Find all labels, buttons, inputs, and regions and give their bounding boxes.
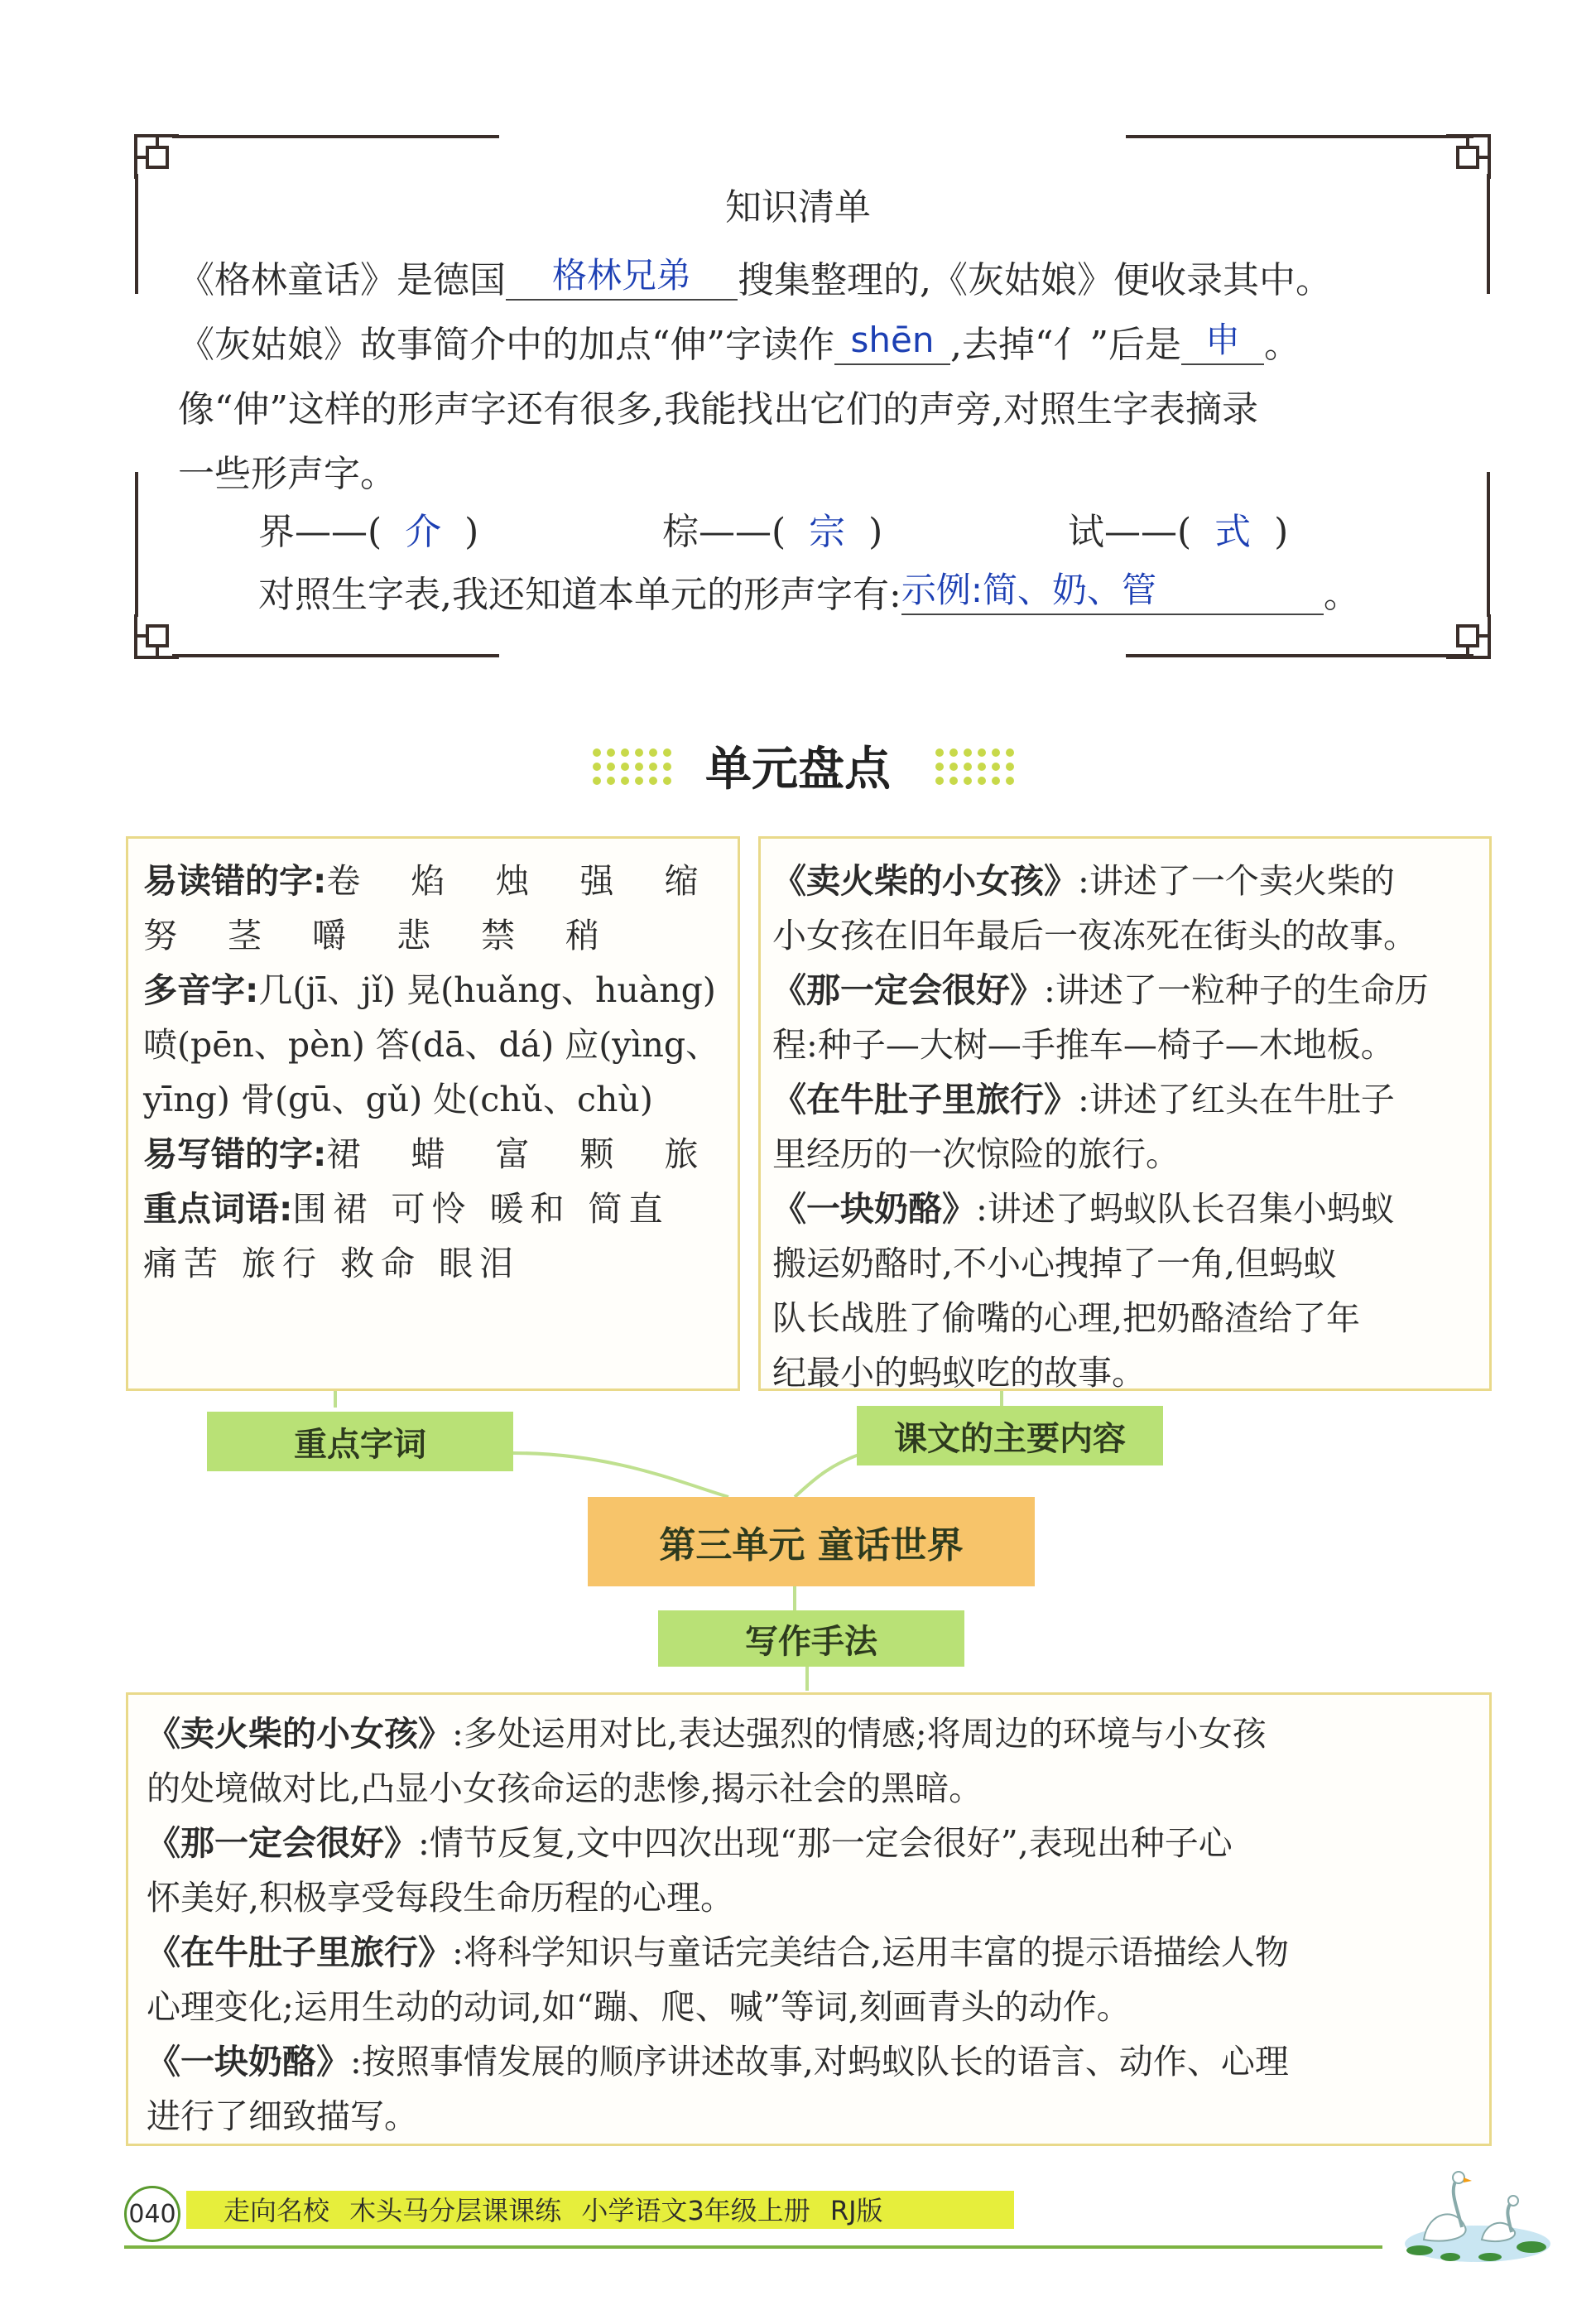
list-item: [147, 1870, 734, 1925]
list-item: [143, 963, 716, 1018]
footer-rule: [124, 2245, 1382, 2249]
answer-blank: 格林兄弟: [506, 253, 738, 301]
swan-pond-illustration-icon: [1391, 2161, 1556, 2269]
list-item: [147, 1925, 1289, 1980]
item-text: :讲述了红头在牛肚子: [1078, 1080, 1395, 1119]
item-text: 卷 焰 烛 强 缩: [326, 861, 719, 901]
paragraph-text: 。: [1323, 574, 1360, 616]
label-key-words: 重点字词: [207, 1412, 513, 1471]
paragraph-text: 《格林童话》是德国: [178, 259, 506, 301]
answer-blank: 申: [1181, 317, 1264, 365]
pair-answer: 式: [1214, 511, 1252, 553]
phonetic-pair: [1068, 500, 1288, 565]
item-text: 小女孩在旧年最后一夜冻死在街头的故事。: [772, 916, 1417, 955]
item-text: 痛苦 旅行 救命 眼泪: [143, 1244, 521, 1283]
list-item: [143, 1127, 719, 1181]
item-text: 努 茎 嚼 悲 禁 稍: [143, 916, 620, 955]
item-label: 《一块奶酪》: [772, 1189, 976, 1229]
dots-decoration-icon: [935, 748, 1014, 785]
corner-ornament-icon: [124, 613, 180, 669]
list-item: [772, 854, 1395, 908]
list-item: [147, 1761, 983, 1816]
list-item: [772, 1236, 1337, 1291]
item-text: 纪最小的蚂蚁吃的故事。: [772, 1353, 1146, 1393]
list-item: [772, 1181, 1395, 1236]
frame-left-bottom-line: [135, 472, 138, 617]
list-item: [772, 908, 1417, 963]
item-label: 多音字:: [143, 970, 259, 1010]
frame-top-left-line: [172, 135, 499, 138]
item-text: 的处境做对比,凸显小女孩命运的悲惨,揭示社会的黑暗。: [147, 1769, 983, 1808]
knowledge-paragraph-4: 一些形声字。: [178, 453, 397, 495]
knowledge-paragraph-3: 像“伸”这样的形声字还有很多,我能找出它们的声旁,对照生字表摘录: [178, 388, 1258, 431]
pair-answer: 介: [405, 511, 442, 553]
pair-close: ): [1274, 511, 1289, 553]
item-text: :多处运用对比,表达强烈的情感;将周边的环境与小女孩: [452, 1714, 1267, 1754]
list-item: [147, 1816, 1233, 1870]
item-label: 《卖火柴的小女孩》: [772, 861, 1078, 901]
corner-ornament-icon: [1445, 613, 1501, 669]
pair-close: ): [868, 511, 883, 553]
item-text: 裙 蜡 富 颗 旅: [326, 1134, 719, 1174]
list-item: [143, 854, 719, 908]
list-item: [147, 1980, 1131, 2034]
phonetic-pair: [662, 500, 882, 565]
knowledge-title: 知识清单: [725, 186, 871, 229]
item-label: 《一块奶酪》: [147, 2042, 350, 2081]
paragraph-text: 对照生字表,我还知道本单元的形声字有:: [258, 574, 901, 616]
corner-ornament-icon: [1445, 124, 1501, 180]
paragraph-text: 《灰姑娘》故事简介中的加点“伸”字读作: [178, 324, 834, 366]
frame-top-right-line: [1126, 135, 1473, 138]
item-label: 重点词语:: [143, 1189, 293, 1229]
item-text: :讲述了一粒种子的生命历: [1044, 970, 1429, 1010]
list-item: [147, 2089, 418, 2144]
paragraph-text: 。: [1263, 324, 1300, 366]
list-item: [143, 1181, 670, 1236]
corner-ornament-icon: [124, 124, 180, 180]
answer-blank: shēn: [834, 317, 950, 365]
item-text: 程:种子—大树—手推车—椅子—木地板。: [772, 1025, 1395, 1065]
item-label: 易读错的字:: [143, 861, 327, 901]
item-label: 《那一定会很好》: [772, 970, 1044, 1010]
pair-char: 棕——(: [662, 511, 786, 553]
list-item: [147, 2034, 1289, 2089]
writing-technique-box: [126, 1692, 1492, 2146]
item-label: 《那一定会很好》: [147, 1823, 418, 1863]
item-text: yīng) 骨(gū、gǔ) 处(chǔ、chù): [143, 1080, 653, 1119]
knowledge-paragraph-5: [258, 563, 1360, 628]
list-item: [772, 1072, 1395, 1127]
item-label: 《卖火柴的小女孩》: [147, 1714, 452, 1754]
frame-bottom-right-line: [1126, 654, 1473, 657]
answer-blank: 示例:简、奶、管: [901, 567, 1324, 615]
list-item: [143, 908, 619, 963]
item-text: 几(jī、jǐ) 晃(huǎng、huàng): [258, 970, 716, 1010]
item-text: :讲述了蚂蚁队长召集小蚂蚁: [976, 1189, 1395, 1229]
phonetic-pair: [258, 500, 478, 565]
pair-char: 试——(: [1068, 511, 1192, 553]
item-label: 《在牛肚子里旅行》: [147, 1932, 452, 1972]
list-item: [147, 1706, 1267, 1761]
item-text: 搬运奶酪时,不小心拽掉了一角,但蚂蚁: [772, 1244, 1338, 1283]
item-text: 里经历的一次惊险的旅行。: [772, 1134, 1180, 1174]
page-number: 040: [124, 2186, 180, 2242]
knowledge-paragraph-1: [178, 248, 1332, 313]
item-text: 进行了细致描写。: [147, 2096, 418, 2136]
label-main-content: 课文的主要内容: [857, 1406, 1163, 1465]
list-item: [143, 1236, 520, 1291]
item-text: :将科学知识与童话完美结合,运用丰富的提示语描绘人物: [452, 1932, 1289, 1972]
main-content-box: [758, 836, 1492, 1391]
key-words-box: [126, 836, 740, 1391]
item-label: 《在牛肚子里旅行》: [772, 1080, 1078, 1119]
paragraph-text: 搜集整理的,《灰姑娘》便收录其中。: [738, 259, 1332, 301]
pair-answer: 宗: [809, 511, 846, 553]
list-item: [772, 963, 1429, 1018]
section-title: 单元盘点: [705, 743, 891, 796]
item-text: 心理变化;运用生动的动词,如“蹦、爬、喊”等词,刻画青头的动作。: [147, 1987, 1131, 2027]
list-item: [772, 1018, 1395, 1072]
item-text: :讲述了一个卖火柴的: [1078, 861, 1395, 901]
label-writing-technique: 写作手法: [658, 1610, 964, 1667]
frame-bottom-left-line: [172, 654, 499, 657]
list-item: [772, 1291, 1360, 1345]
item-label: 易写错的字:: [143, 1134, 327, 1174]
item-text: 队长战胜了偷嘴的心理,把奶酪渣给了年: [772, 1298, 1361, 1338]
list-item: [772, 1127, 1180, 1181]
knowledge-paragraph-2: [178, 313, 1300, 378]
paragraph-text: ,去掉“亻”后是: [950, 324, 1181, 366]
item-text: 怀美好,积极享受每段生命历程的心理。: [147, 1878, 735, 1918]
item-text: :按照事情发展的顺序讲述故事,对蚂蚁队长的语言、动作、心理: [350, 2042, 1289, 2081]
pair-close: ): [464, 511, 479, 553]
item-text: 围裙 可怜 暖和 简直: [292, 1189, 670, 1229]
pair-char: 界——(: [258, 511, 382, 553]
label-unit-center: 第三单元 童话世界: [588, 1497, 1035, 1586]
item-text: :情节反复,文中四次出现“那一定会很好”,表现出种子心: [418, 1823, 1233, 1863]
list-item: [143, 1018, 719, 1072]
frame-right-bottom-line: [1487, 472, 1490, 617]
item-text: 喷(pēn、pèn) 答(dā、dá) 应(yìng、: [143, 1025, 720, 1065]
footer-text: 走向名校 木头马分层课课练 小学语文3年级上册 RJ版: [224, 2195, 883, 2226]
list-item: [143, 1072, 653, 1127]
